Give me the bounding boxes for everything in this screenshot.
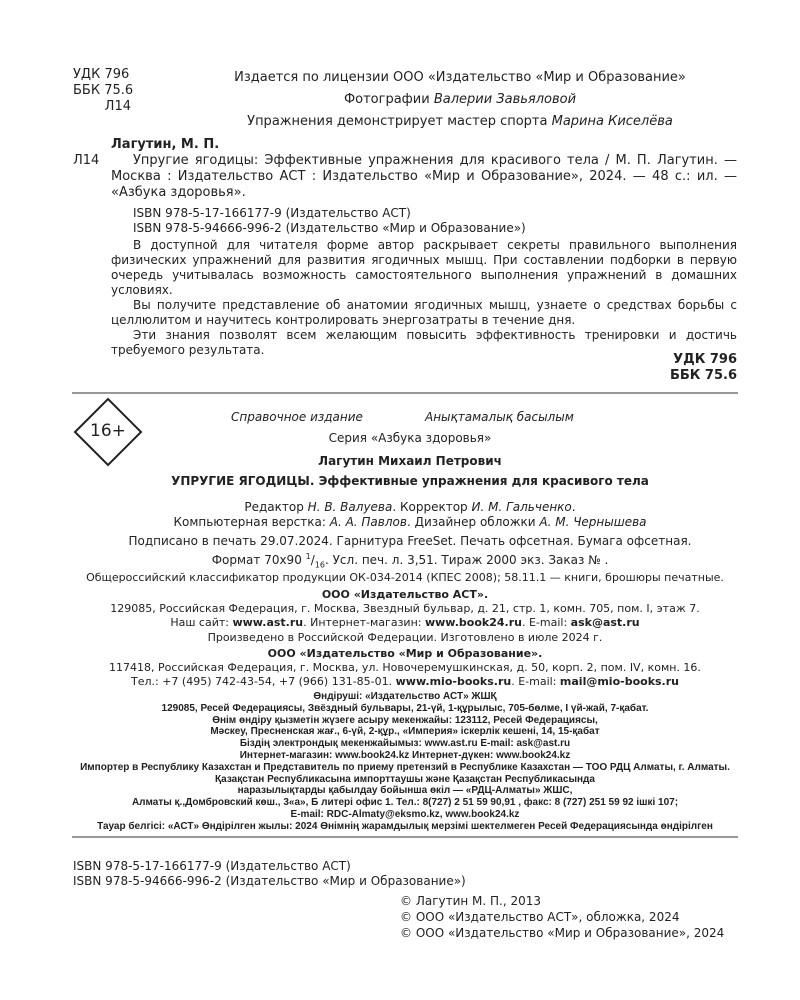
publisher-ast-contacts: Наш сайт: www.ast.ru. Интернет-магазин: www.book24.ru. E-mail: ask@ast.ru (170, 616, 640, 629)
kz-importer: Импортер в Республику Казахстан и Представитель по приему претензий в Республике Казахстан — ТОО РДЦ Алматы, г. Алматы. (80, 761, 730, 773)
signed-line: Подписано в печать 29.07.2024. Гарнитура FreeSet. Печать офсетная. Бумага офсетная. (128, 534, 692, 548)
athlete-name: Марина Киселёва (551, 114, 673, 129)
copyright-line: © Лагутин М. П., 2013 (400, 894, 542, 908)
publisher-ast-name: ООО «Издательство АСТ». (321, 588, 489, 601)
kz-email: E-mail: RDC-Almaty@eksmo.kz, www.book24.kz (290, 808, 520, 820)
age-rating-badge (73, 397, 143, 467)
print-details (110, 534, 710, 572)
ast-site-link[interactable]: www.ast.ru (232, 616, 304, 629)
series-line: Серия «Азбука здоровья» (328, 431, 492, 445)
abstract-paragraph: В доступной для читателя форме автор раскрывает секреты правильного выполнения физических упражнений для развития ягодичных мышц. При составлении подборки в первую очередь учитывалась возможность самостоятельного выполнения упражнений в домашних условиях. (111, 238, 737, 297)
publisher-mio (72, 647, 738, 689)
book-title: УПРУГИЕ ЯГОДИЦЫ. Эффективные упражнения для красивого тела (171, 474, 649, 488)
credits-block (180, 67, 740, 133)
card-abstract (111, 238, 737, 358)
divider-bottom (72, 836, 738, 838)
designer-name: А. М. Чернышева (539, 515, 647, 529)
card-isbn-mio: ISBN 978-5-94666-996-2 (Издательство «Мир и Образование») (133, 221, 526, 235)
copyright-block (400, 893, 724, 941)
ast-shop-link[interactable]: www.book24.ru (424, 616, 522, 629)
format-line: Формат 70х90 $^1/_{16}$. Усл. печ. л. 3,51. Тираж 2000 экз. Заказ № . (211, 552, 609, 570)
abstract-paragraph: Вы получите представление об анатомии ягодичных мышц, узнаете о средствах борьбы с целлюлитом и научитесь контролировать энергозатраты в течение дня. (111, 298, 737, 327)
corrector-name: И. М. Гальченко (471, 500, 572, 514)
kz-shop-line: Интернет-магазин: www.book24.kz Интернет-дүкен: www.book24.kz (239, 749, 571, 761)
exercises-line: Упражнения демонстрирует мастер спорта Марина Киселёва (247, 114, 673, 129)
card-isbn-ast: ISBN 978-5-17-166177-9 (Издательство АСТ) (133, 206, 411, 220)
kz-email-line: Біздің электрондық мекенжайымыз: www.ast.ru E-mail: ask@ast.ru (239, 738, 571, 750)
publisher-mio-address: 117418, Российская Федерация, г. Москва, ул. Новочеремушкинская, д. 50, корп. 2, пом. IV, комн. 16. (109, 661, 701, 674)
kz-importer-kz: Қазақстан Республикасына импорттаушы және Қазақстан Республикасында (215, 773, 595, 785)
card-author: Лагутин, М. П. (111, 137, 220, 152)
produced-line: Произведено в Российской Федерации. Изготовлено в июле 2024 г. (207, 631, 603, 644)
card-isbn-list (133, 206, 526, 236)
udk-code: УДК 796 (673, 352, 737, 367)
divider-top (72, 392, 738, 394)
photographer-name: Валерии Завьяловой (433, 92, 577, 107)
classification-codes-top (73, 67, 135, 115)
age-rating-text: 16+ (90, 421, 126, 441)
card-code: Л14 (73, 153, 100, 168)
publisher-mio-name: ООО «Издательство «Мир и Образование». (267, 647, 543, 660)
kz-almaty: Алматы қ.,Домбровский көш., 3«а», Б литері офис 1. Тел.: 8(727) 2 51 59 90,91 , факс: 8 (727) 251 59 92 ішкі 107; (131, 797, 679, 809)
bbk-code: ББК 75.6 (73, 83, 134, 98)
copyright-line: © ООО «Издательство АСТ», обложка, 2024 (400, 910, 680, 924)
editor-name: Н. В. Валуева (307, 500, 393, 514)
author-code: Л14 (104, 99, 131, 114)
layout-line: Компьютерная верстка: А. А. Павлов. Дизайнер обложки А. М. Чернышева (173, 515, 647, 529)
kz-reps-line: Өнім өндіру қызметін жүзеге асыру мекенжайы: 123112, Ресей Федерациясы, (212, 714, 598, 726)
kz-trademark: Тауар белгісі: «АСТ» Өндірілген жылы: 2024 Өнімнің жарамдылық мерзімі шектелмеген Ресей Федерациясында өндірілген (97, 820, 713, 832)
editor-line: Редактор Н. В. Валуева. Корректор И. М. Гальченко. (244, 500, 576, 514)
bbk-code: ББК 75.6 (669, 368, 737, 383)
copyright-line: © ООО «Издательство «Мир и Образование», 2024 (400, 926, 725, 940)
ast-email-link[interactable]: ask@ast.ru (570, 616, 640, 629)
classification-codes-bottom (600, 352, 737, 384)
staff-credits (110, 500, 710, 530)
footer-isbn-ast: ISBN 978-5-17-166177-9 (Издательство АСТ) (73, 859, 351, 873)
kz-reps-address: Мәскеу, Пресненская жағ., 6-үй, 2-құр., «Империя» іскерлік кешені, 14, 15-қабат (210, 726, 600, 738)
layout-name: А. А. Павлов (329, 515, 407, 529)
mio-site-link[interactable]: www.mio-books.ru (395, 675, 512, 688)
udk-code: УДК 796 (73, 67, 130, 82)
edition-type-kz: Анықтамалық басылым (425, 410, 574, 424)
edition-type-ru: Справочное издание (231, 410, 363, 424)
kz-claims: наразылықтарды қабылдау бойынша өкіл — «РДЦ-Алматы» ЖШС, (237, 785, 573, 797)
footer-isbn-list (73, 859, 466, 889)
footer-isbn-mio: ISBN 978-5-94666-996-2 (Издательство «Мир и Образование») (73, 874, 466, 888)
abstract-paragraph: Эти знания позволят всем желающим повысить эффективность тренировки и достичь требуемого результата. (111, 328, 737, 357)
license-line: Издается по лицензии ООО «Издательство «Мир и Образование» (234, 70, 686, 85)
kazakh-info-block (72, 691, 738, 833)
publisher-mio-contacts: Тел.: +7 (495) 742-43-54, +7 (966) 131-85-01. www.mio-books.ru. E-mail: mail@mio-books.ru (130, 675, 679, 688)
photos-line: Фотографии Валерии Завьяловой (343, 92, 577, 107)
mio-email-link[interactable]: mail@mio-books.ru (559, 675, 679, 688)
publisher-ast (72, 588, 738, 630)
kz-address: 129085, Ресей Федерациясы, Звёздный бульвары, 21-үй, 1-құрылыс, 705-бөлме, I үй-жай, 7-қабат. (161, 702, 649, 714)
kz-maker: Өндіруші: «Издательство АСТ» ЖШҚ (313, 691, 497, 702)
author-full-name: Лагутин Михаил Петрович (318, 454, 502, 468)
classifier-line: Общероссийский классификатор продукции ОК-034-2014 (КПЕС 2008); 58.11.1 — книги, брошюры печатные. (86, 571, 724, 584)
publisher-ast-address: 129085, Российская Федерация, г. Москва, Звездный бульвар, д. 21, стр. 1, комн. 705, пом. I, этаж 7. (110, 602, 700, 615)
card-description: Упругие ягодицы: Эффективные упражнения для красивого тела / М. П. Лагутин. — Москва : Издательство АСТ : Издательство «Мир и Образование», 2024. — 48 с.: ил. — «Азбука здоровья». (111, 153, 737, 200)
